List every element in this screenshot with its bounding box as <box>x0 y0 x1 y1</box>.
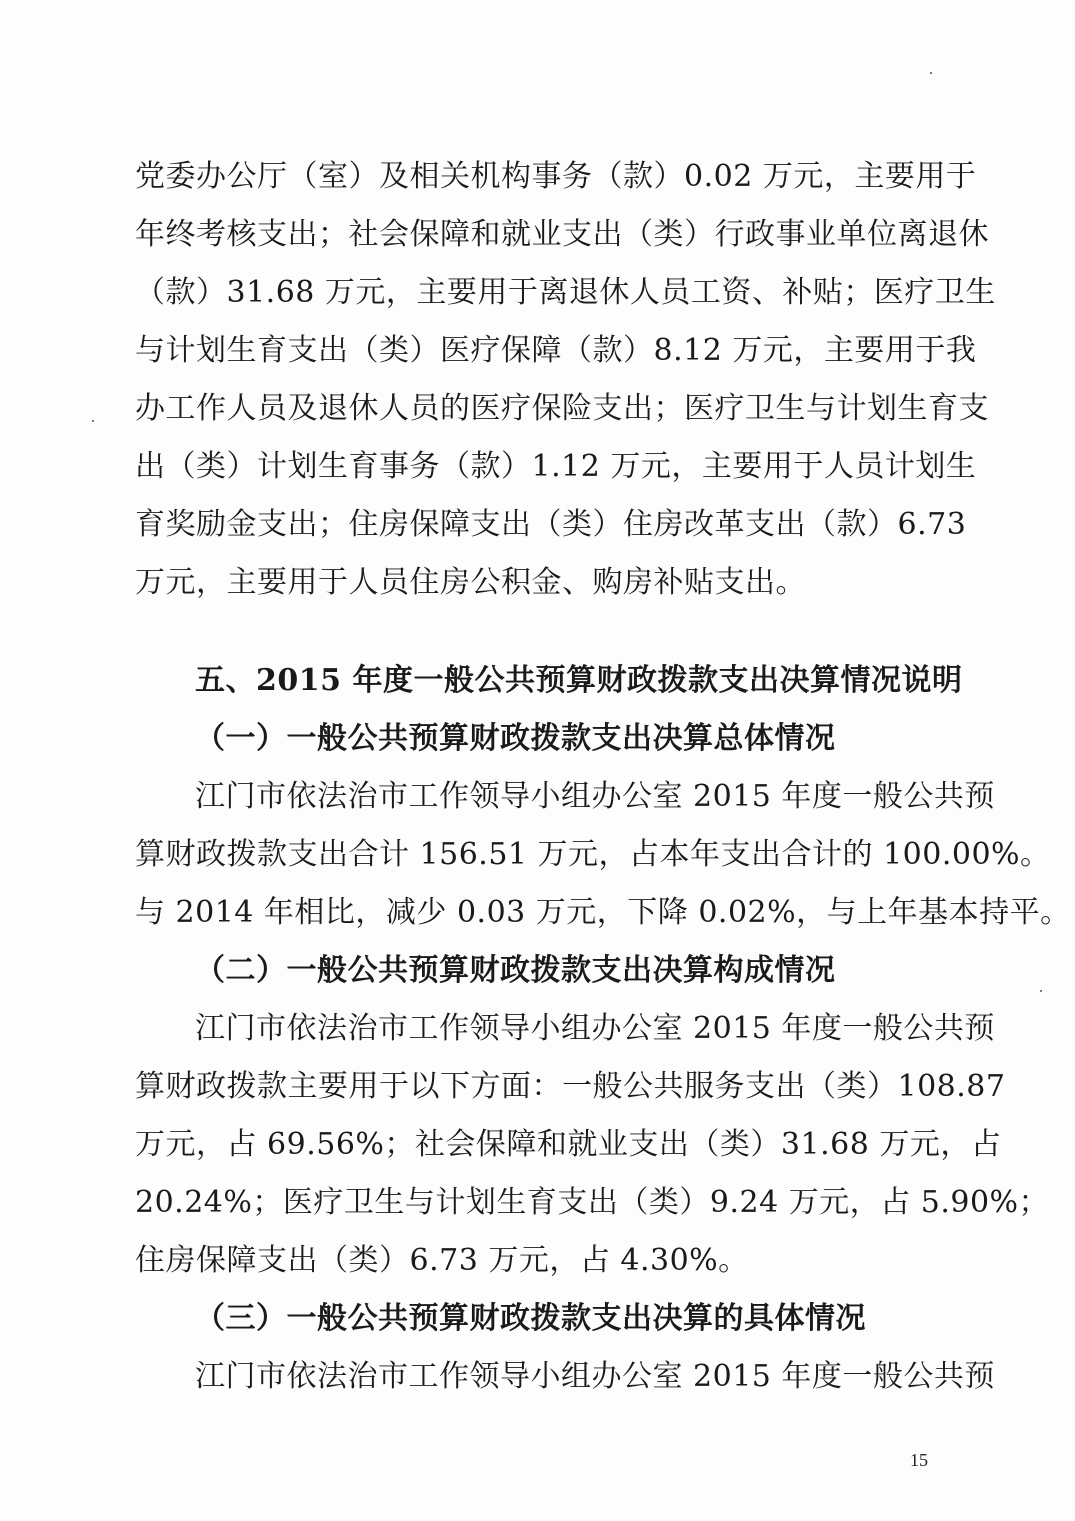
text-line: 算财政拨款主要用于以下方面：一般公共服务支出（类）108.87 <box>135 1069 1006 1104</box>
text-line: 江门市依法治市工作领导小组办公室 2015 年度一般公共预 <box>195 1359 995 1394</box>
page-number: 15 <box>910 1450 928 1470</box>
subsection-heading-overall: （一）一般公共预算财政拨款支出决算总体情况 <box>195 721 836 756</box>
paragraph-composition <box>135 1000 1050 1290</box>
text-line: 20.24%；医疗卫生与计划生育支出（类）9.24 万元，占 5.90%； <box>135 1185 1050 1220</box>
text-line: 万元，主要用于人员住房公积金、购房补贴支出。 <box>135 565 806 600</box>
text-line: 年终考核支出；社会保障和就业支出（类）行政事业单位离退休 <box>135 217 989 252</box>
text-line: 万元，占 69.56%；社会保障和就业支出（类）31.68 万元，占 <box>135 1127 1002 1162</box>
text-line: 出（类）计划生育事务（款）1.12 万元，主要用于人员计划生 <box>135 449 977 484</box>
text-line: 党委办公厅（室）及相关机构事务（款）0.02 万元，主要用于 <box>135 159 977 194</box>
scan-speck <box>930 72 932 74</box>
scan-speck <box>1040 990 1042 992</box>
section-gap <box>135 612 927 652</box>
text-line: 江门市依法治市工作领导小组办公室 2015 年度一般公共预 <box>195 779 995 814</box>
text-line: 算财政拨款支出合计 156.51 万元，占本年支出合计的 100.00%。 <box>135 837 1051 872</box>
text-line: 与 2014 年相比，减少 0.03 万元，下降 0.02%，与上年基本持平。 <box>135 895 1071 930</box>
paragraph-specifics <box>135 1348 995 1406</box>
text-line: 住房保障支出（类）6.73 万元，占 4.30%。 <box>135 1243 749 1278</box>
text-line: 育奖励金支出；住房保障支出（类）住房改革支出（款）6.73 <box>135 507 967 542</box>
text-line: 办工作人员及退休人员的医疗保险支出；医疗卫生与计划生育支 <box>135 391 989 426</box>
subsection-heading-specifics: （三）一般公共预算财政拨款支出决算的具体情况 <box>195 1301 866 1336</box>
text-line: 江门市依法治市工作领导小组办公室 2015 年度一般公共预 <box>195 1011 995 1046</box>
paragraph-overall <box>135 768 1071 942</box>
text-line: 与计划生育支出（类）医疗保障（款）8.12 万元，主要用于我 <box>135 333 977 368</box>
subsection-heading-composition: （二）一般公共预算财政拨款支出决算构成情况 <box>195 953 836 988</box>
scan-speck <box>92 420 94 422</box>
document-body <box>135 148 1071 1406</box>
section-heading: 五、2015 年度一般公共预算财政拨款支出决算情况说明 <box>195 663 963 698</box>
paragraph-expenditure-details <box>135 148 996 612</box>
text-line: （款）31.68 万元，主要用于离退休人员工资、补贴；医疗卫生 <box>135 275 996 310</box>
